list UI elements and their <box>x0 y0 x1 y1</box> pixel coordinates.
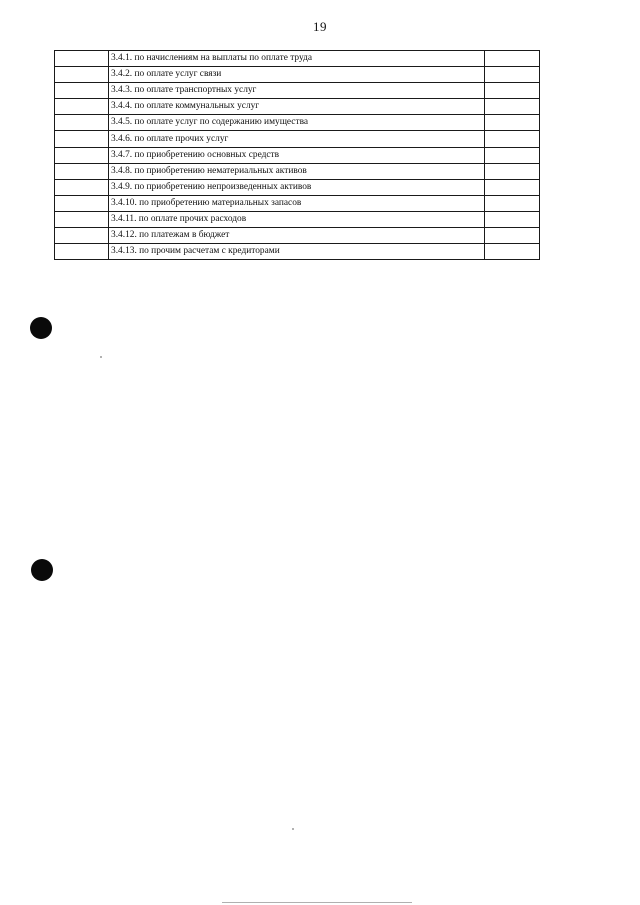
row-code-cell <box>55 83 109 99</box>
table-row <box>55 131 540 147</box>
row-label: 3.4.7. по приобретению основных средств <box>109 147 485 163</box>
accounts-payable-table <box>54 50 540 260</box>
table-row <box>55 179 540 195</box>
table-row <box>55 195 540 211</box>
table-row <box>55 83 540 99</box>
table-row <box>55 147 540 163</box>
row-label: 3.4.10. по приобретению материальных запасов <box>109 195 485 211</box>
row-value-cell <box>485 195 540 211</box>
table-row <box>55 228 540 244</box>
punch-hole-top <box>30 317 52 339</box>
row-code-cell <box>55 211 109 227</box>
row-value-cell <box>485 211 540 227</box>
row-code-cell <box>55 51 109 67</box>
row-code-cell <box>55 67 109 83</box>
scan-speck <box>292 828 294 830</box>
row-label: 3.4.5. по оплате услуг по содержанию имущества <box>109 115 485 131</box>
table-row <box>55 211 540 227</box>
row-code-cell <box>55 195 109 211</box>
table-row <box>55 163 540 179</box>
row-code-cell <box>55 99 109 115</box>
row-label: 3.4.2. по оплате услуг связи <box>109 67 485 83</box>
row-value-cell <box>485 131 540 147</box>
row-code-cell <box>55 163 109 179</box>
punch-hole-bottom <box>31 559 53 581</box>
row-code-cell <box>55 131 109 147</box>
scan-speck <box>100 356 102 358</box>
row-label: 3.4.3. по оплате транспортных услуг <box>109 83 485 99</box>
row-label: 3.4.13. по прочим расчетам с кредиторами <box>109 244 485 260</box>
row-value-cell <box>485 244 540 260</box>
table-row <box>55 244 540 260</box>
row-value-cell <box>485 163 540 179</box>
row-label: 3.4.6. по оплате прочих услуг <box>109 131 485 147</box>
row-value-cell <box>485 115 540 131</box>
row-label: 3.4.4. по оплате коммунальных услуг <box>109 99 485 115</box>
row-code-cell <box>55 228 109 244</box>
row-code-cell <box>55 115 109 131</box>
table-row <box>55 115 540 131</box>
row-code-cell <box>55 179 109 195</box>
row-value-cell <box>485 83 540 99</box>
row-value-cell <box>485 147 540 163</box>
table-row <box>55 67 540 83</box>
row-code-cell <box>55 244 109 260</box>
row-label: 3.4.11. по оплате прочих расходов <box>109 211 485 227</box>
row-label: 3.4.1. по начислениям на выплаты по оплате труда <box>109 51 485 67</box>
table-row <box>55 99 540 115</box>
row-label: 3.4.8. по приобретению нематериальных активов <box>109 163 485 179</box>
scan-edge-line <box>222 902 412 903</box>
row-value-cell <box>485 67 540 83</box>
row-value-cell <box>485 51 540 67</box>
table-row <box>55 51 540 67</box>
row-value-cell <box>485 228 540 244</box>
page-number: 19 <box>313 19 327 34</box>
row-label: 3.4.12. по платежам в бюджет <box>109 228 485 244</box>
row-code-cell <box>55 147 109 163</box>
row-value-cell <box>485 99 540 115</box>
row-label: 3.4.9. по приобретению непроизведенных активов <box>109 179 485 195</box>
row-value-cell <box>485 179 540 195</box>
